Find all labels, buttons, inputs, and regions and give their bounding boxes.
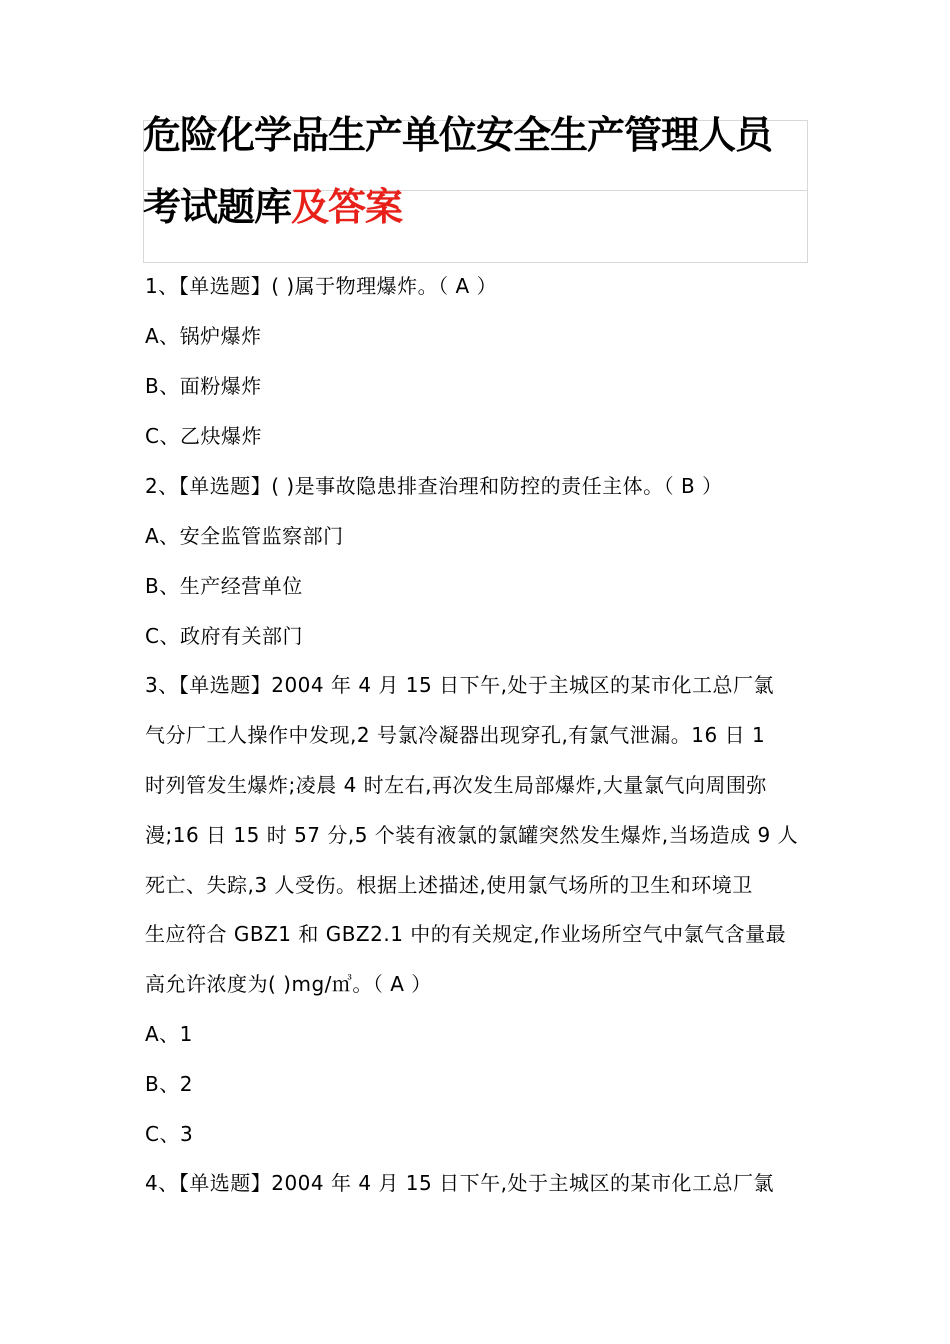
question-3-line-2: 气分厂工人操作中发现,2 号氯冷凝器出现穿孔,有氯气泄漏。16 日 1 [145, 723, 766, 747]
q1-option-a: A、锅炉爆炸 [145, 324, 262, 348]
question-3-line-6: 生应符合 GBZ1 和 GBZ2.1 中的有关规定,作业场所空气中氯气含量最 [145, 922, 787, 946]
question-3-line-1: 3、【单选题】2004 年 4 月 15 日下午,处于主城区的某市化工总厂氯 [145, 673, 774, 697]
document-title-line-1: 危险化学品生产单位安全生产管理人员 [143, 113, 773, 157]
q2-option-a: A、安全监管监察部门 [145, 524, 344, 548]
title-black-part: 考试题库 [143, 185, 292, 229]
q2-option-b: B、生产经营单位 [145, 574, 303, 598]
q3-option-a: A、1 [145, 1022, 193, 1046]
q3-option-c: C、3 [145, 1122, 194, 1146]
document-title-line-2 [143, 176, 402, 231]
q2-option-c: C、政府有关部门 [145, 624, 303, 648]
question-2: 2、【单选题】( )是事故隐患排查治理和防控的责任主体。（ B ） [145, 474, 723, 498]
question-3-line-7: 高允许浓度为( )mg/㎥。（ A ） [145, 972, 432, 996]
question-1: 1、【单选题】( )属于物理爆炸。（ A ） [145, 274, 498, 298]
question-3-line-4: 漫;16 日 15 时 57 分,5 个装有液氯的氯罐突然发生爆炸,当场造成 9 人 [145, 823, 799, 847]
title-red-part: 及答案 [291, 185, 403, 229]
question-3-line-3: 时列管发生爆炸;凌晨 4 时左右,再次发生局部爆炸,大量氯气向周围弥 [145, 773, 767, 797]
q1-option-b: B、面粉爆炸 [145, 374, 262, 398]
q1-option-c: C、乙炔爆炸 [145, 424, 262, 448]
question-3-line-5: 死亡、失踪,3 人受伤。根据上述描述,使用氯气场所的卫生和环境卫 [145, 873, 753, 897]
question-4-line-1: 4、【单选题】2004 年 4 月 15 日下午,处于主城区的某市化工总厂氯 [145, 1171, 774, 1195]
q3-option-b: B、2 [145, 1072, 193, 1096]
